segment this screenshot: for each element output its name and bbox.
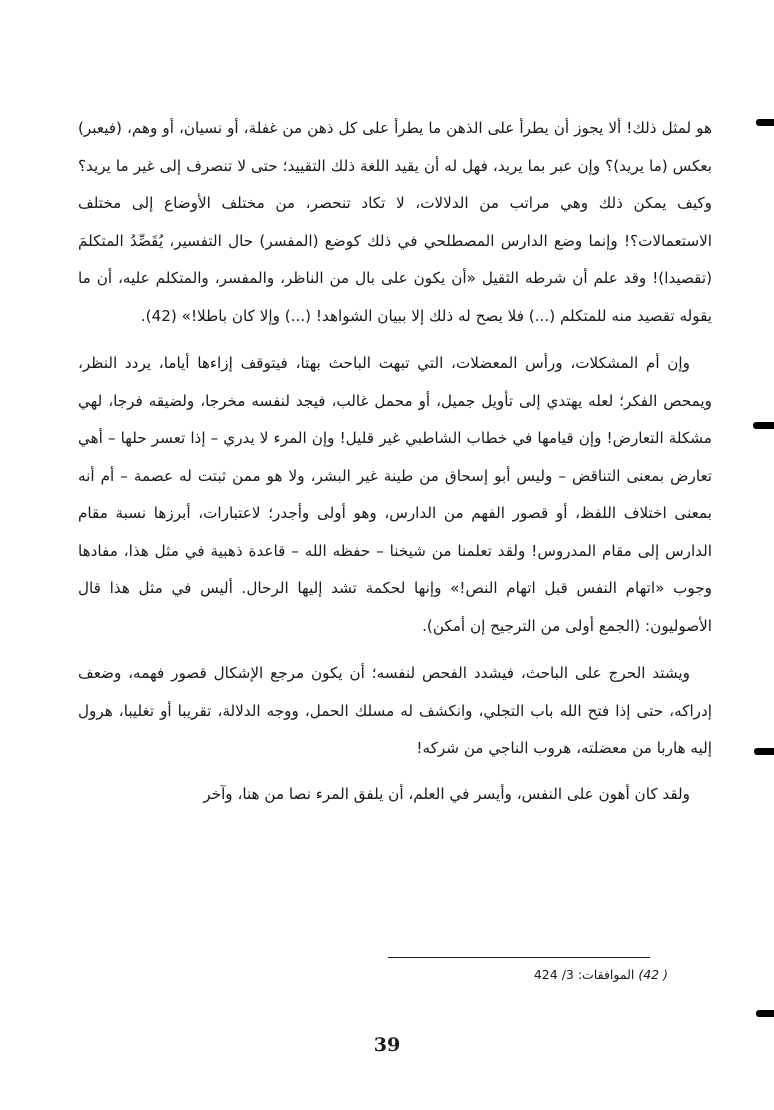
scan-edge-mark-2 <box>753 422 774 429</box>
scan-edge-mark-1 <box>756 119 774 126</box>
footnote-divider <box>388 957 650 958</box>
scan-edge-mark-3 <box>754 748 774 755</box>
scan-edge-mark-4 <box>756 1010 774 1017</box>
footnote-number: ( 42) <box>638 967 668 982</box>
paragraph-3: ويشتد الحرج على الباحث، فيشدد الفحص لنفسه؛ أن يكون مرجع الإشكال قصور فهمه، وضعف إدراكه، حتى إذا فتح الله باب التجلي، وانكشف له مسلك الحمل، ووجه الدلالة، تقريبا أو تغليبا، هرول إليه هاربا من معضلته، هروب الناجي من شركه! <box>78 664 712 757</box>
paragraph-1: هو لمثل ذلك! ألا يجوز أن يطرأ على الذهن ما يطرأ على كل ذهن من غفلة، أو نسيان، أو وهم، (فيعبر) بعكس (ما يريد)؟ وإن عبر بما يريد، فهل له أن يقيد اللغة ذلك التقييد؛ حتى لا تنصرف إلى غير ما يريد؟ وكيف يمكن ذلك وهي مراتب من الدلالات، لا تكاد تنحصر، من مختلف الأوضاع إلى مختلف الاستعمالات؟! وإنما وضع الدارس المصطلحي في ذلك كوضع (المفسر) حال التفسير، يُقَصِّدُ المتكلمَ (تقصيدا)! وقد علم أن شرطه الثقيل «أن يكون على بال من الناظر، والمفسر، والمتكلم عليه، أن ما يقوله تقصيد منه للمتكلم (...) فلا يصح له ذلك إلا ببيان الشواهد! (...) وإلا كان باطلا!» (42). <box>78 119 712 325</box>
footnote <box>534 966 668 984</box>
paragraph-4: ولقد كان أهون على النفس، وأيسر في العلم، أن يلفق المرء نصا من هنا، وآخر <box>203 784 690 803</box>
body-text <box>78 110 712 813</box>
footnote-text: الموافقات: 3/ 424 <box>533 967 635 982</box>
paragraph-2: وإن أم المشكلات، ورأس المعضلات، التي تبهت الباحث بهتا، فيتوقف إزاءها أياما، يردد النظر، ويمحص الفكر؛ لعله يهتدي إلى تأويل جميل، أو محمل غالب، فيجد لنفسه مخرجا، ولضيقه فرجا، لهي مشكلة التعارض! وإن قيامها في خطاب الشاطبي غير قليل! وإن المرء لا يدري – إذا تعسر حلها – أهي تعارض بمعنى التناقض – وليس أبو إسحاق من طينة غير البشر، ولا هو ممن ثبتت له عصمة – أم أنه بمعنى اختلاف اللفظ، أو قصور الفهم من الدارس، وهو أولى وأجدر؛ لاعتبارات، أبرزها نسبة مقام الدارس إلى مقام المدروس! ولقد تعلمنا من شيخنا – حفظه الله – قاعدة ذهبية في مثل هذا، مفادها وجوب «اتهام النفس قبل اتهام النص!» وإنها لحكمة تشد إليها الرحال. أليس في مثل هذا قال الأصوليون: (الجمع أولى من الترجيح إن أمكن). <box>78 354 712 635</box>
page-number: 39 <box>373 1034 401 1056</box>
